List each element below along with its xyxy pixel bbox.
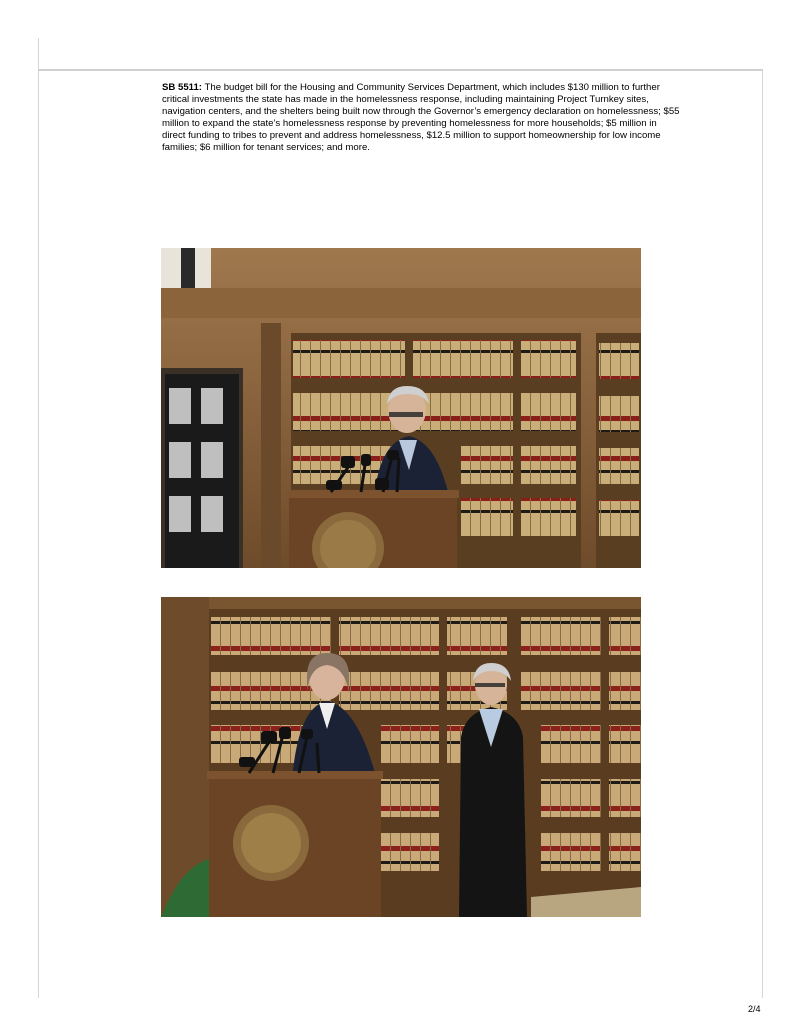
page-number: 2/4 bbox=[748, 1004, 761, 1014]
press-conference-photo-2 bbox=[161, 597, 641, 917]
page-border-right bbox=[762, 70, 763, 998]
page-border-top bbox=[38, 69, 763, 71]
page-border-left bbox=[38, 38, 39, 998]
photo-1-image bbox=[161, 248, 641, 568]
photo-2-image bbox=[161, 597, 641, 917]
bill-number: SB 5511: bbox=[162, 82, 203, 93]
bill-description: The budget bill for the Housing and Community Services Department, which includes $130 million to further critical investments the state has made in the homelessness response, including maintaining Project Turnkey sites, navigation centers, and the shelters being built now through the Governor’s emergency declaration on homelessness; $55 million to expand the state’s homelessness response by preventing homelessness for more households; $5 million in direct funding to tribes to prevent and address homelessness, $12.5 million to support homeownership for low income families; $6 million for tenant services; and more. bbox=[162, 82, 680, 153]
press-conference-photo-1 bbox=[161, 248, 641, 568]
bill-paragraph bbox=[162, 82, 682, 154]
